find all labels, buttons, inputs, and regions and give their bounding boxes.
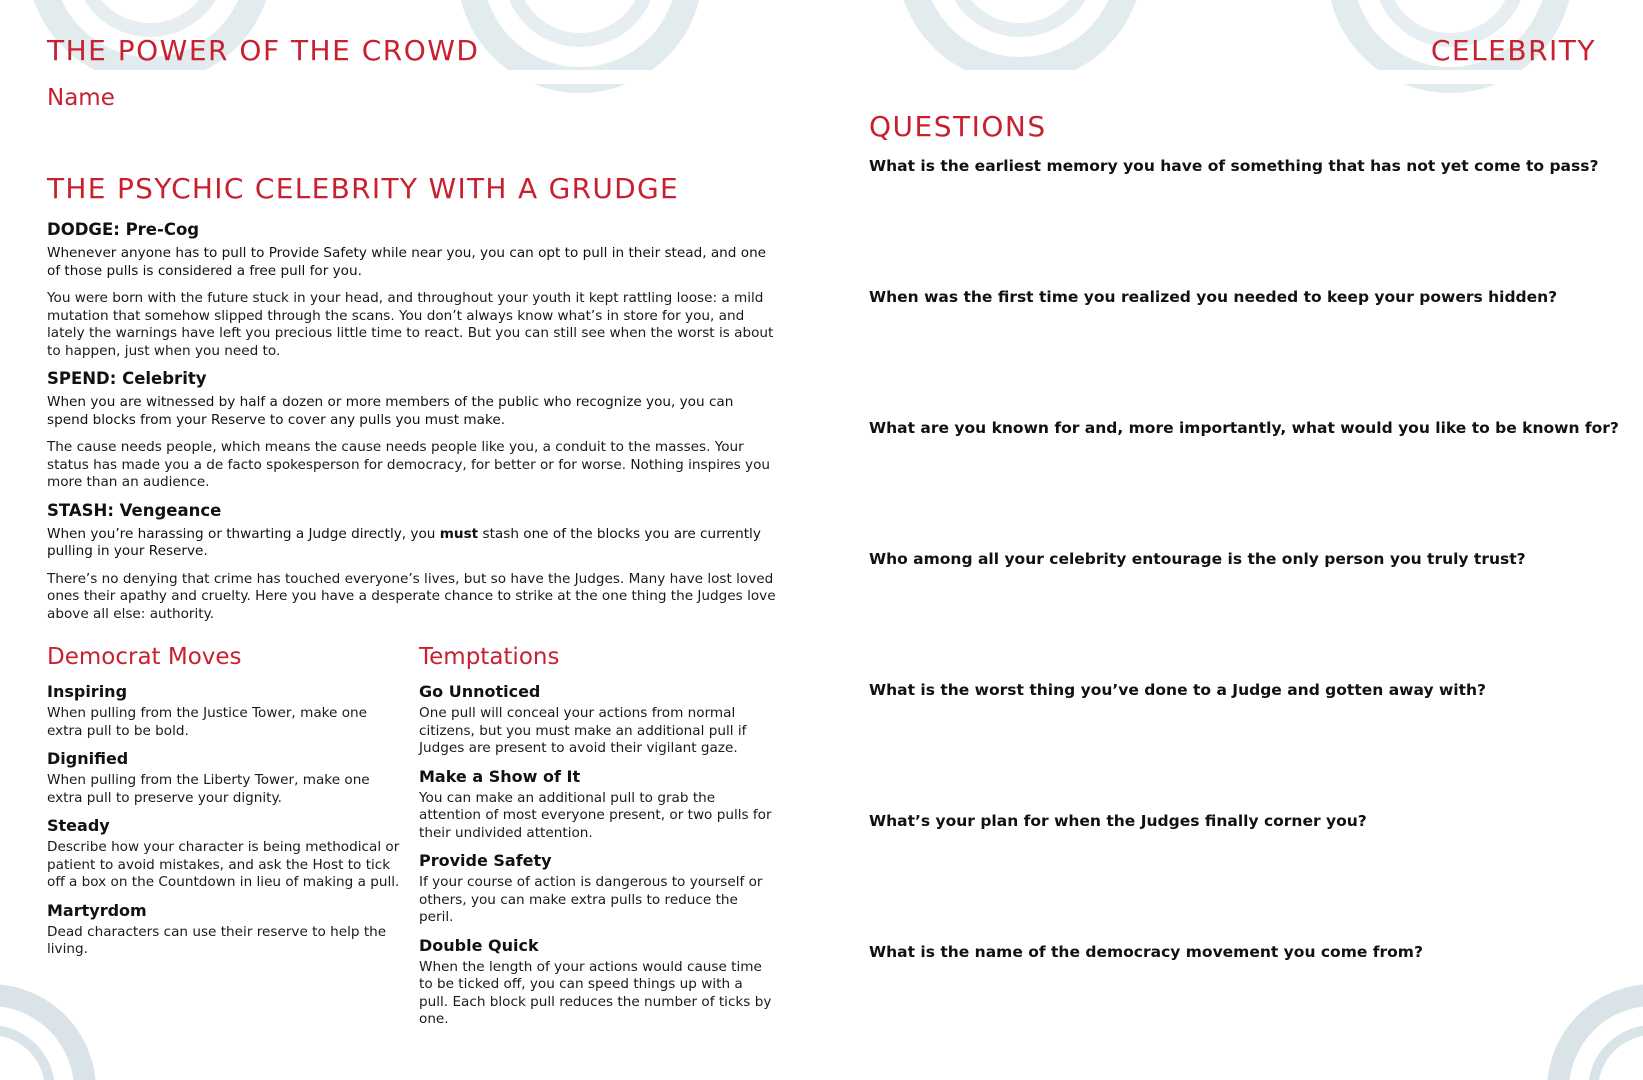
question-item [869, 417, 1629, 548]
temptation-go-unnoticed [419, 682, 774, 758]
democrat-moves-title: Democrat Moves [47, 644, 242, 670]
ability-rule [47, 526, 777, 561]
temptation-double-quick [419, 936, 774, 1029]
ability-flavor: You were born with the future stuck in your head, and throughout your youth it kept rattling loose: a mild mutation that somehow slipped through the scans. You don’t always know what’s in store for you, and lately the warnings have left you precious little time to react. But you can still see when the worst is about to happen, just when you need to. [47, 290, 774, 359]
questions-title: QUESTIONS [869, 110, 1047, 143]
move-martyrdom [47, 901, 402, 959]
question-text: What is the name of the democracy movement you come from? [869, 943, 1423, 961]
move-name: Inspiring [47, 682, 128, 701]
question-text: What are you known for and, more importantly, what would you like to be known for? [869, 419, 1619, 437]
temptation-name: Go Unnoticed [419, 682, 541, 701]
ability-flavor: The cause needs people, which means the cause needs people like you, a conduit to the masses. Your status has made you a de facto spokesperson for democracy, for better or for worse. Nothing inspires you more than an audience. [47, 439, 771, 490]
question-item [869, 941, 1629, 1072]
move-text: Dead characters can use their reserve to help the living. [47, 923, 387, 957]
temptations-column [419, 643, 774, 1038]
question-item [869, 810, 1629, 941]
ability-stash [47, 501, 777, 624]
move-text: When pulling from the Liberty Tower, make one extra pull to preserve your dignity. [47, 772, 370, 806]
right-page [815, 0, 1643, 1080]
question-text: When was the first time you realized you needed to keep your powers hidden? [869, 288, 1558, 306]
move-inspiring [47, 682, 402, 740]
ability-spend [47, 369, 777, 492]
questions-list [869, 155, 1629, 1072]
question-text: What is the worst thing you’ve done to a Judge and gotten away with? [869, 681, 1487, 699]
left-header-title: THE POWER OF THE CROWD [47, 34, 480, 67]
temptation-text: When the length of your actions would cause time to be ticked off, you can speed things up with a pull. Each block pull reduces the number of ticks by one. [419, 958, 772, 1027]
ability-dodge [47, 220, 777, 360]
temptation-name: Provide Safety [419, 851, 552, 870]
ability-rule: Whenever anyone has to pull to Provide Safety while near you, you can opt to pull in their stead, and one of those pulls is considered a free pull for you. [47, 245, 767, 279]
temptations-title: Temptations [419, 644, 560, 670]
right-header-title: CELEBRITY [1430, 34, 1596, 67]
question-text: What is the earliest memory you have of something that has not yet come to pass? [869, 157, 1599, 175]
temptation-text: If your course of action is dangerous to yourself or others, you can make extra pulls to reduce the peril. [419, 874, 763, 925]
question-item [869, 679, 1629, 810]
question-text: Who among all your celebrity entourage is the only person you truly trust? [869, 550, 1526, 568]
name-label: Name [47, 85, 115, 111]
question-text: What’s your plan for when the Judges finally corner you? [869, 812, 1367, 830]
ability-title: STASH: Vengeance [47, 500, 222, 520]
move-name: Steady [47, 816, 110, 835]
move-name: Dignified [47, 749, 129, 768]
temptation-name: Double Quick [419, 935, 539, 955]
question-item [869, 286, 1629, 417]
ability-rule-emphasis: must [439, 525, 479, 542]
abilities-section [47, 220, 777, 632]
temptation-provide-safety [419, 851, 774, 927]
temptation-text: One pull will conceal your actions from normal citizens, but you must make an additional pull if Judges are present to avoid their vigilant gaze. [419, 705, 747, 756]
move-text: When pulling from the Justice Tower, make one extra pull to be bold. [47, 705, 368, 739]
question-item [869, 155, 1629, 286]
temptation-text: You can make an additional pull to grab the attention of most everyone present, or two pulls for their undivided attention. [419, 789, 772, 841]
move-dignified [47, 749, 402, 807]
move-name: Martyrdom [47, 900, 147, 920]
temptation-name: Make a Show of It [419, 766, 581, 786]
democrat-moves-column [47, 643, 402, 968]
left-page [0, 0, 815, 1080]
ability-rule: When you are witnessed by half a dozen or more members of the public who recognize you, you can spend blocks from your Reserve to cover any pulls you must make. [47, 394, 734, 428]
move-steady [47, 816, 402, 892]
move-text: Describe how your character is being methodical or patient to avoid mistakes, and ask the Host to tick off a box on the Countdown in lieu of making a pull. [47, 839, 400, 890]
ability-title: DODGE: Pre-Cog [47, 220, 200, 239]
ability-rule-pre: When you’re harassing or thwarting a Judge directly, you [47, 525, 440, 542]
playbook-title: THE PSYCHIC CELEBRITY WITH A GRUDGE [47, 172, 680, 205]
ability-flavor: There’s no denying that crime has touched everyone’s lives, but so have the Judges. Many have lost loved ones their apathy and cruelty. Here you have a desperate chance to strike at the one thing the Judges love above all else: authority. [47, 570, 776, 622]
ability-rule-post: stash one of the blocks you are currently pulling in your Reserve. [47, 525, 761, 559]
temptation-make-a-show [419, 767, 774, 843]
ability-title: SPEND: Celebrity [47, 369, 207, 388]
question-item [869, 548, 1629, 679]
